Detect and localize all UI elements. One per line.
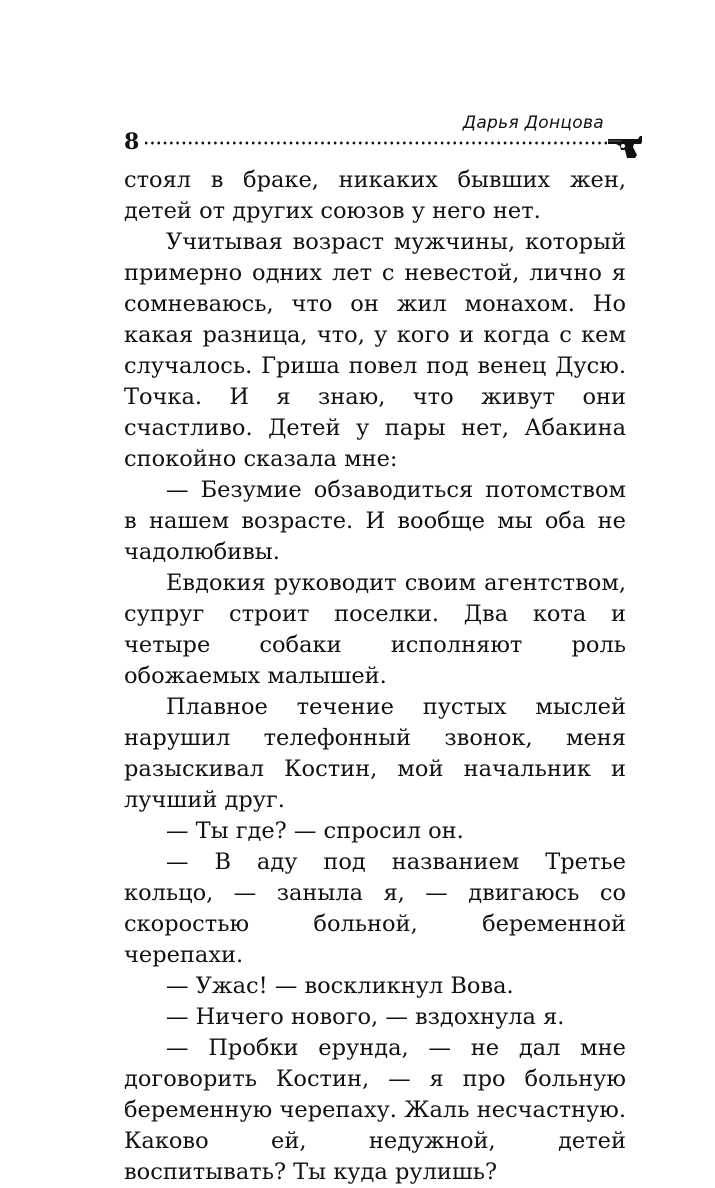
paragraph-3: — Безумие обзаводиться потомством в нашем возрасте. И вообще мы оба не чадолюбивы. [124, 477, 626, 565]
page-number: 8 [124, 129, 140, 155]
author-name: Дарья Донцова [462, 113, 604, 133]
running-header [124, 112, 644, 162]
paragraph-5: Плавное течение пустых мыслей нарушил телефонный звонок, меня разыскивал Костин, мой начальник и лучший друг. [124, 694, 626, 813]
paragraph-2: Учитывая возраст мужчины, который примерно одних лет с невестой, лично я сомневаюсь, что он жил монахом. Но какая разница, что, у кого и когда с кем случалось. Гриша повел под венец Дусю. Точка. И я знаю, что живут они счастливо. Детей у пары нет, Абакина спокойно сказала мне: [124, 229, 626, 472]
paragraph-9: — Ничего нового, — вздохнула я. [166, 1004, 565, 1030]
paragraph-6: — Ты где? — спросил он. [166, 818, 464, 844]
paragraph-1: стоял в браке, никаких бывших жен, детей от других союзов у него нет. [124, 167, 626, 224]
revolver-icon [606, 133, 644, 159]
paragraph-8: — Ужас! — воскликнул Вова. [166, 973, 514, 999]
paragraph-4: Евдокия руководит своим агентством, супруг строит поселки. Два кота и четыре собаки исполняют роль обожаемых малышей. [124, 570, 626, 689]
body-text [124, 165, 626, 1188]
dotted-leader [143, 141, 608, 145]
paragraph-10: — Пробки ерунда, — не дал мне договорить Костин, — я про больную беременную черепаху. Жаль несчастную. Каково ей, недужной, детей воспитывать? Ты куда рулишь? [124, 1035, 626, 1185]
paragraph-7: — В аду под названием Третье кольцо, — заныла я, — двигаюсь со скоростью больной, беременной черепахи. [124, 849, 626, 968]
